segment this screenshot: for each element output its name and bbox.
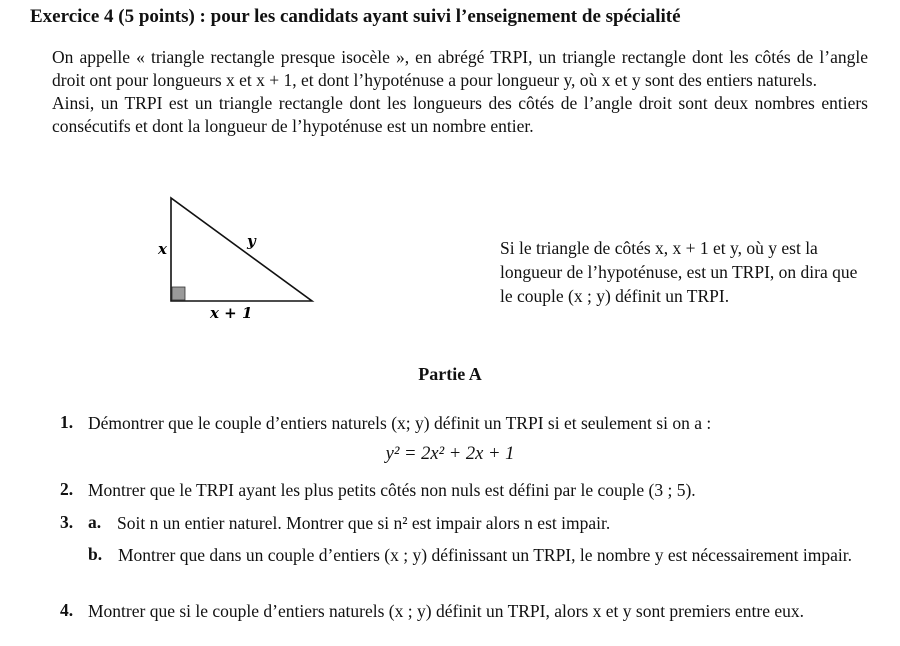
- question-3-number: 3.: [60, 512, 74, 532]
- question-4-number: 4.: [60, 600, 74, 620]
- triangle-figure: [150, 194, 320, 324]
- question-4-text: Montrer que si le couple d’entiers naturels (x ; y) définit un TRPI, alors x et y sont premiers entre eux.: [88, 601, 805, 621]
- side-label-y: y: [247, 232, 256, 250]
- intro-paragraph-2: Ainsi, un TRPI est un triangle rectangle dont les longueurs des côtés de l’angle droit sont deux nombres entiers consécutifs et dont la longueur de l’hypoténuse est un nombre entier.: [52, 93, 868, 136]
- figure-caption: [500, 236, 870, 308]
- question-3b-text: Montrer que dans un couple d’entiers (x ; y) définissant un TRPI, le nombre y est nécessairement impair.: [118, 545, 853, 565]
- question-3a-label: a.: [88, 512, 102, 532]
- question-1-equation: y² = 2x² + 2x + 1: [385, 444, 515, 464]
- right-triangle: [171, 198, 312, 301]
- side-label-x: x: [158, 240, 167, 258]
- part-a-title: Partie A: [418, 364, 482, 384]
- question-3b-label: b.: [88, 544, 103, 564]
- intro-paragraph-1: On appelle « triangle rectangle presque isocèle », en abrégé TRPI, un triangle rectangle dont les côtés de l’angle droit ont pour longueurs x et x + 1, et dont l’hypoténuse a pour longueur y, où x et y sont des entiers naturels.: [52, 47, 868, 90]
- question-1-text: Démontrer que le couple d’entiers naturels (x; y) définit un TRPI si et seulement si on a :: [88, 413, 712, 433]
- side-label-base: x + 1: [210, 304, 253, 322]
- question-1-number: 1.: [60, 412, 74, 432]
- question-3a-text: Soit n un entier naturel. Montrer que si n² est impair alors n est impair.: [117, 513, 611, 533]
- figure-caption-text: Si le triangle de côtés x, x + 1 et y, où y est la longueur de l’hypoténuse, est un TRPI, on dira que le couple (x ; y) définit un TRPI.: [500, 238, 858, 306]
- right-angle-marker: [172, 287, 185, 300]
- intro-text: [52, 46, 868, 138]
- question-2-text: Montrer que le TRPI ayant les plus petits côtés non nuls est défini par le couple (3 ; 5).: [88, 480, 696, 500]
- question-2-number: 2.: [60, 479, 74, 499]
- exercise-title: Exercice 4 (5 points) : pour les candidats ayant suivi l’enseignement de spécialité: [30, 6, 681, 27]
